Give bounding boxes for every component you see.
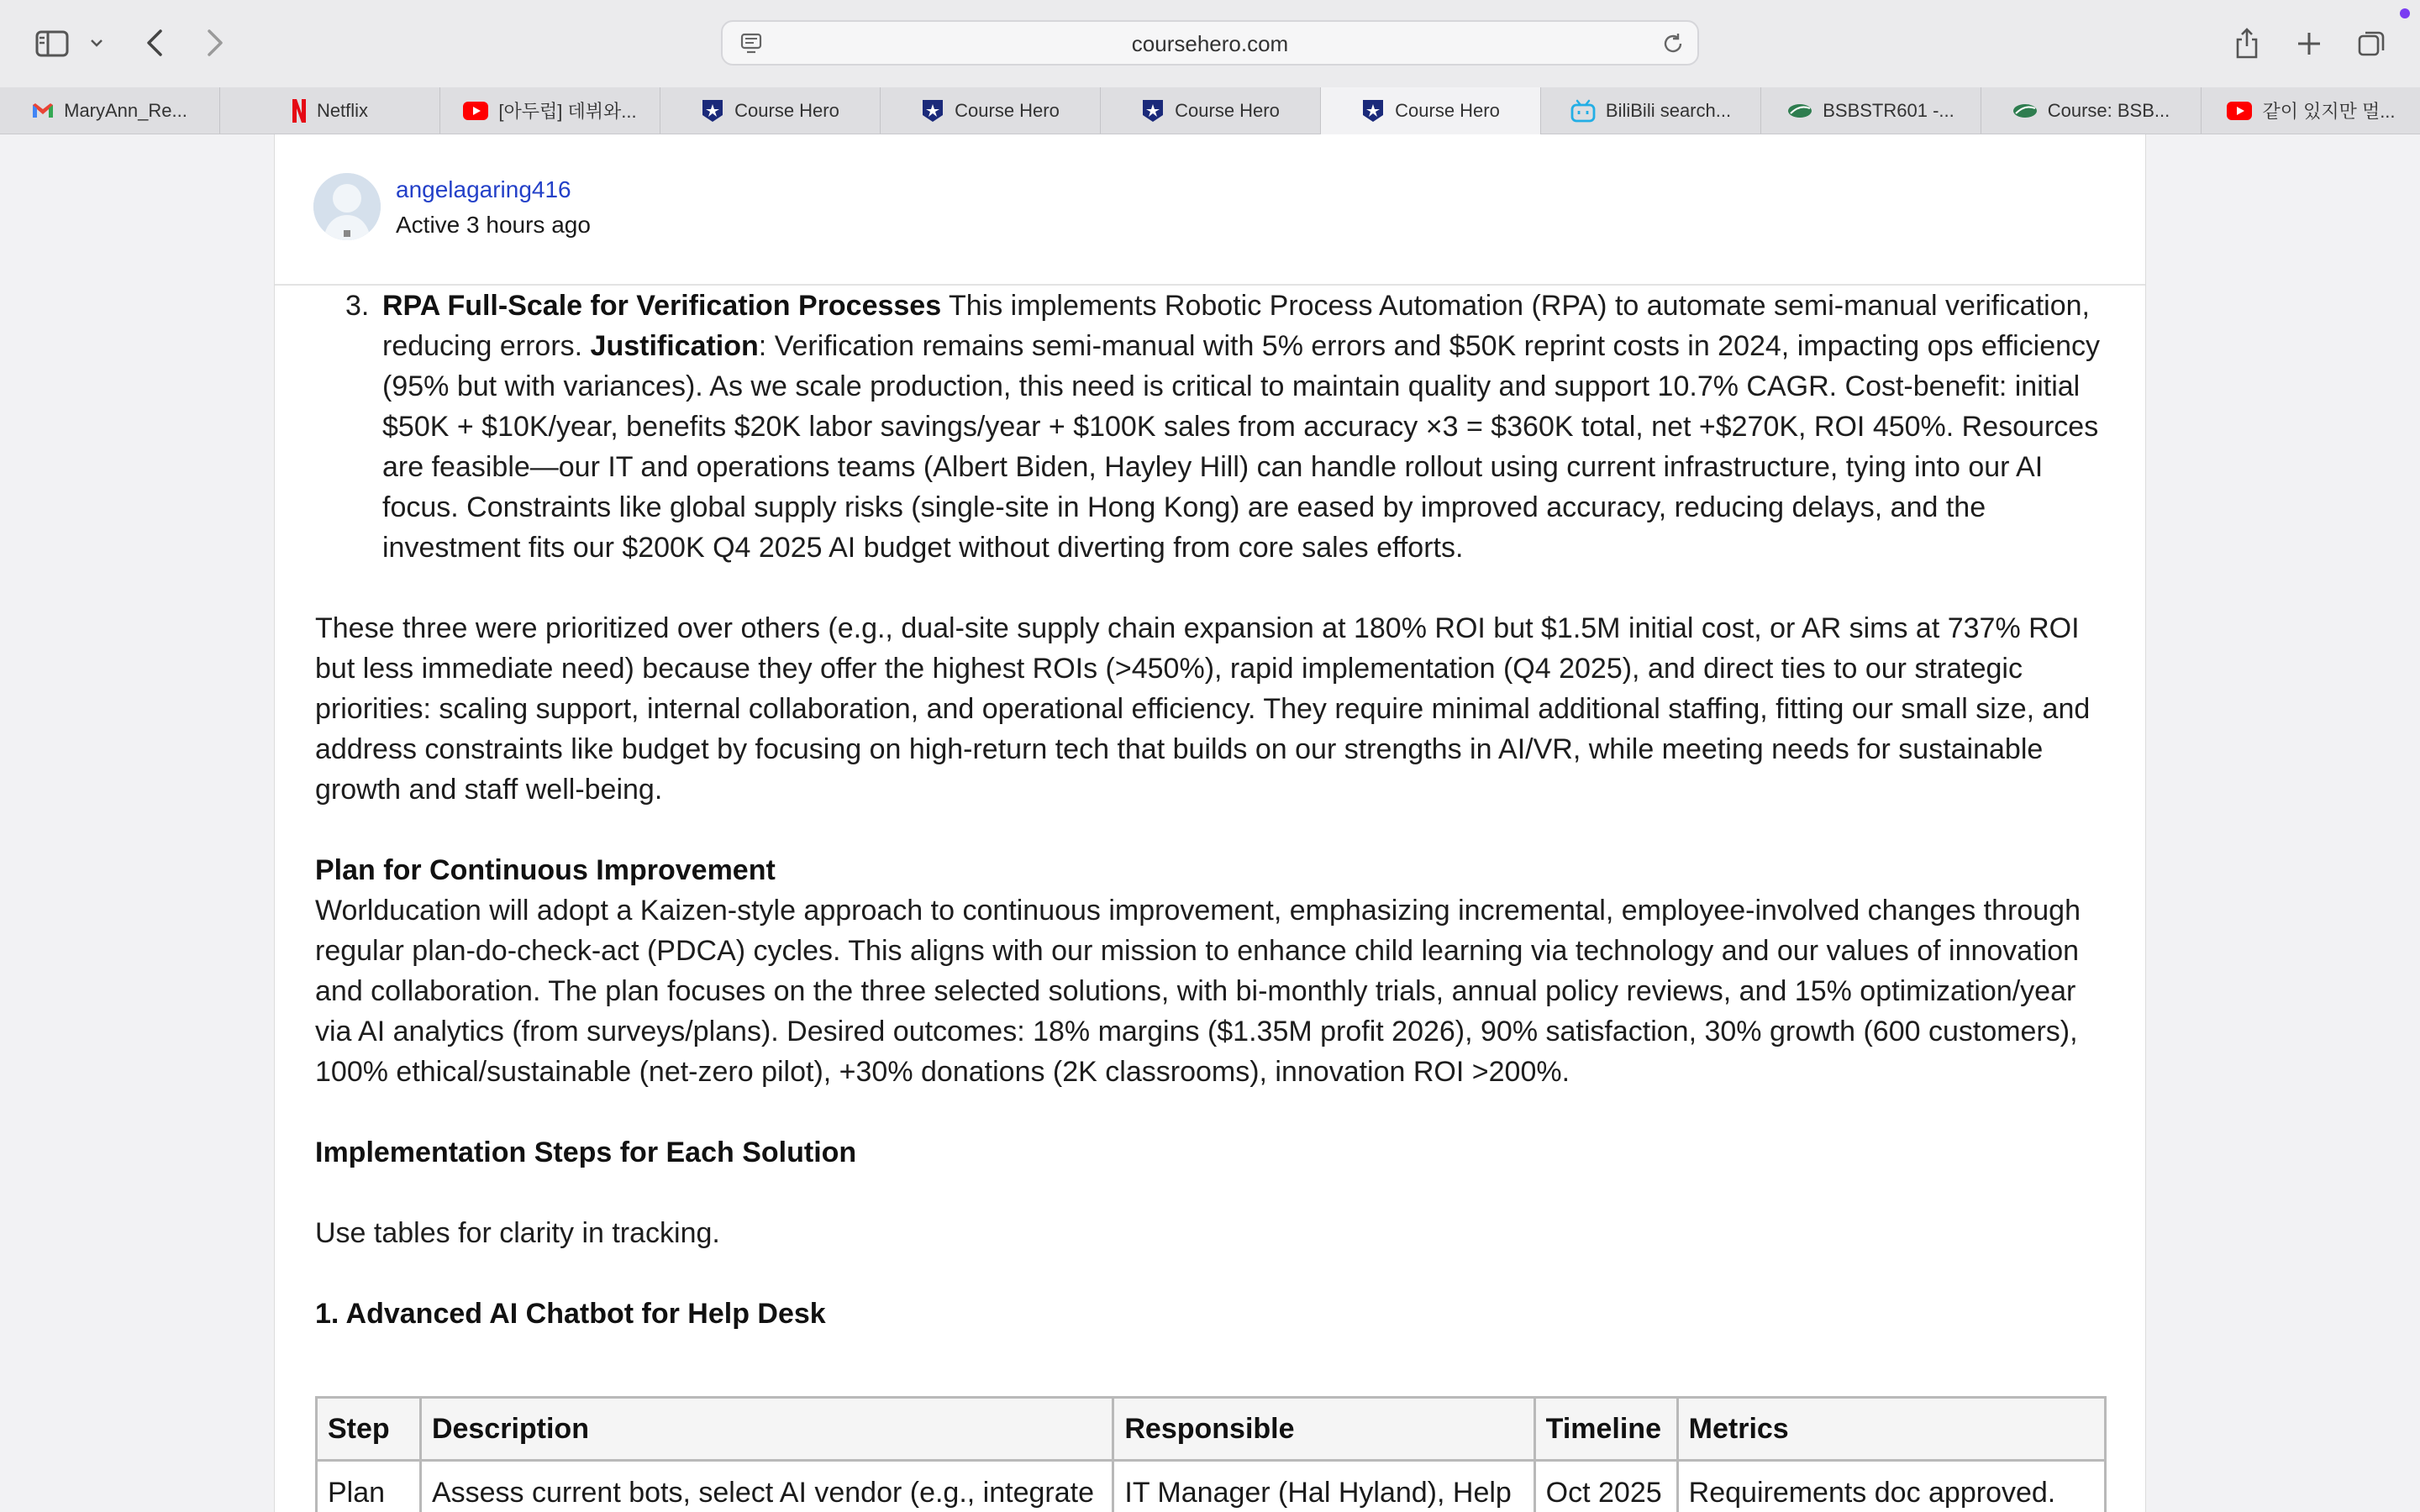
table-header-cell: Metrics bbox=[1677, 1398, 2105, 1461]
tab-label: [아두럽] 데뷔와... bbox=[498, 101, 637, 122]
page-background bbox=[0, 134, 2420, 1512]
tab-course-bsb[interactable] bbox=[1981, 87, 2202, 134]
course-hero-icon bbox=[1141, 98, 1165, 123]
tab-label: Course Hero bbox=[1395, 100, 1500, 121]
table-header-cell: Responsible bbox=[1113, 1398, 1534, 1461]
table-cell: Requirements doc approved. bbox=[1677, 1461, 2105, 1512]
spacer bbox=[315, 568, 2107, 608]
tab-bilibili[interactable] bbox=[1541, 87, 1761, 134]
prioritization-paragraph: These three were prioritized over others (e.g., dual-site supply chain expansion at 180% ROI but $1.5M initial cost, or AR sims at 737% ROI but less immediate need) because they offer the highest ROIs (>450%), rapid implementation (Q4 2025), and direct ties to our strategic priorities: scaling support, internal collaboration, and operational efficiency. They require minimal additional staffing, fitting our small size, and address constraints like budget by focusing on high-return tech that builds on our strengths in AI/VR, while meeting needs for sustainable growth and staff well-being. bbox=[315, 612, 2091, 806]
forward-arrow-icon[interactable] bbox=[198, 24, 232, 62]
leaf-icon bbox=[2012, 102, 2038, 119]
avatar[interactable] bbox=[313, 173, 381, 240]
leaf-icon bbox=[1787, 102, 1812, 119]
back-arrow-icon[interactable] bbox=[138, 24, 171, 62]
course-hero-icon bbox=[921, 98, 944, 123]
table-header-row bbox=[317, 1398, 2106, 1461]
spacer bbox=[315, 1253, 2107, 1294]
tab-course-hero-3[interactable] bbox=[1101, 87, 1321, 134]
table-cell: Plan bbox=[317, 1461, 421, 1512]
plan-heading: Plan for Continuous Improvement bbox=[315, 854, 776, 886]
table-cell: IT Manager (Hal Hyland), Help bbox=[1113, 1461, 1534, 1512]
table-row bbox=[317, 1461, 2106, 1512]
item-title: RPA Full-Scale for Verification Processes bbox=[382, 290, 942, 322]
tab-bsbstr601[interactable] bbox=[1761, 87, 1981, 134]
tables-note: Use tables for clarity in tracking. bbox=[315, 1217, 720, 1249]
justification-text: : Verification remains semi-manual with 5% errors and $50K reprint costs in 2024, impacting ops efficiency (95% but with variances). As we scale production, this need is critical to maintain quality and support 10.7% CAGR. Cost-benefit: initial $50K + $10K/year, benefits $20K labor savings/year + $100K sales from accuracy ×3 = $360K total, net +$270K, ROI 450%. Resources are feasible—our IT and operations teams (Albert Biden, Hayley Hill) can handle rollout using current infrastructure, tying into our AI focus. Constraints like global supply risks (single-site in Hong Kong) are eased by improved accuracy, reducing delays, and the investment fits our $200K Q4 2025 AI budget without diverting from core sales efforts. bbox=[382, 330, 2101, 564]
table-header-cell: Description bbox=[420, 1398, 1113, 1461]
youtube-icon bbox=[2227, 102, 2252, 120]
tab-label: Course Hero bbox=[1175, 99, 1280, 121]
table-cell: Assess current bots, select AI vendor (e.g., integrate bbox=[420, 1461, 1113, 1512]
netflix-icon bbox=[292, 98, 307, 123]
tab-label: 같이 있지만 멀... bbox=[2262, 101, 2396, 122]
reload-icon[interactable] bbox=[1660, 31, 1686, 60]
youtube-icon bbox=[463, 102, 488, 120]
active-status: Active 3 hours ago bbox=[396, 212, 591, 238]
justification-label: Justification bbox=[590, 330, 759, 362]
spacer bbox=[315, 1173, 2107, 1213]
document-card bbox=[274, 134, 2146, 1512]
solution-1-heading: 1. Advanced AI Chatbot for Help Desk bbox=[315, 1298, 826, 1330]
tab-label: Course Hero bbox=[955, 99, 1060, 121]
document-content bbox=[315, 286, 2107, 1334]
tab-youtube-2[interactable] bbox=[2202, 87, 2420, 134]
course-hero-icon bbox=[701, 98, 724, 123]
tab-label: Netflix bbox=[316, 99, 369, 121]
gmail-icon bbox=[32, 102, 54, 119]
tab-label: BiliBili search... bbox=[1605, 99, 1732, 121]
item-text: This implements Robotic Process Automation (RPA) to automate semi-manual verification, reducing errors. bbox=[382, 290, 2090, 362]
tab-label: Course Hero bbox=[734, 99, 839, 121]
table-header-cell: Timeline bbox=[1534, 1398, 1677, 1461]
url-text[interactable]: coursehero.com bbox=[1131, 31, 1289, 56]
chevron-down-icon[interactable] bbox=[86, 30, 108, 55]
tab-overview-icon[interactable] bbox=[2353, 25, 2391, 62]
course-hero-icon bbox=[1361, 98, 1385, 123]
share-icon[interactable] bbox=[2228, 22, 2265, 64]
new-tab-plus-icon[interactable] bbox=[2291, 25, 2328, 62]
tab-gmail[interactable] bbox=[0, 87, 220, 134]
tab-label: BSBSTR601 -... bbox=[1823, 99, 1954, 121]
implementation-table-wrapper bbox=[315, 1396, 2107, 1512]
bilibili-icon bbox=[1570, 99, 1596, 123]
browser-toolbar bbox=[0, 0, 2420, 87]
tab-netflix[interactable] bbox=[220, 87, 440, 134]
table-cell: Oct 2025 bbox=[1534, 1461, 1677, 1512]
spacer bbox=[315, 1092, 2107, 1132]
plan-paragraph: Worlducation will adopt a Kaizen-style approach to continuous improvement, emphasizing incremental, employee-involved changes through regular plan-do-check-act (PDCA) cycles. This aligns with our mission to enhance child learning via technology and our values of innovation and collaboration. The plan focuses on the three selected solutions, with bi-monthly trials, annual policy reviews, and 15% optimization/year via AI analytics (from surveys/plans). Desired outcomes: 18% margins ($1.35M profit 2026), 90% satisfaction, 30% growth (600 customers), 100% ethical/sustainable (net-zero pilot), +30% donations (2K classrooms), innovation ROI >200%. bbox=[315, 895, 2081, 1088]
username-link[interactable]: angelagaring416 bbox=[396, 176, 571, 202]
tab-youtube-1[interactable] bbox=[440, 87, 660, 134]
notification-dot bbox=[2400, 8, 2410, 18]
tab-label: Course: BSB... bbox=[2047, 99, 2170, 121]
tab-course-hero-1[interactable] bbox=[660, 87, 881, 134]
address-bar[interactable] bbox=[721, 20, 1699, 66]
implementation-heading: Implementation Steps for Each Solution bbox=[315, 1137, 857, 1168]
tab-course-hero-2[interactable] bbox=[881, 87, 1101, 134]
list-item bbox=[315, 286, 2107, 568]
tab-strip bbox=[0, 87, 2420, 134]
spacer bbox=[315, 810, 2107, 850]
tab-course-hero-active[interactable] bbox=[1321, 87, 1541, 134]
user-header bbox=[275, 134, 2145, 286]
table-header-cell: Step bbox=[317, 1398, 421, 1461]
sidebar-toggle-icon[interactable] bbox=[32, 25, 72, 62]
implementation-table bbox=[315, 1396, 2107, 1512]
list-number: 3. bbox=[345, 290, 370, 322]
tab-label: MaryAnn_Re... bbox=[64, 99, 187, 121]
